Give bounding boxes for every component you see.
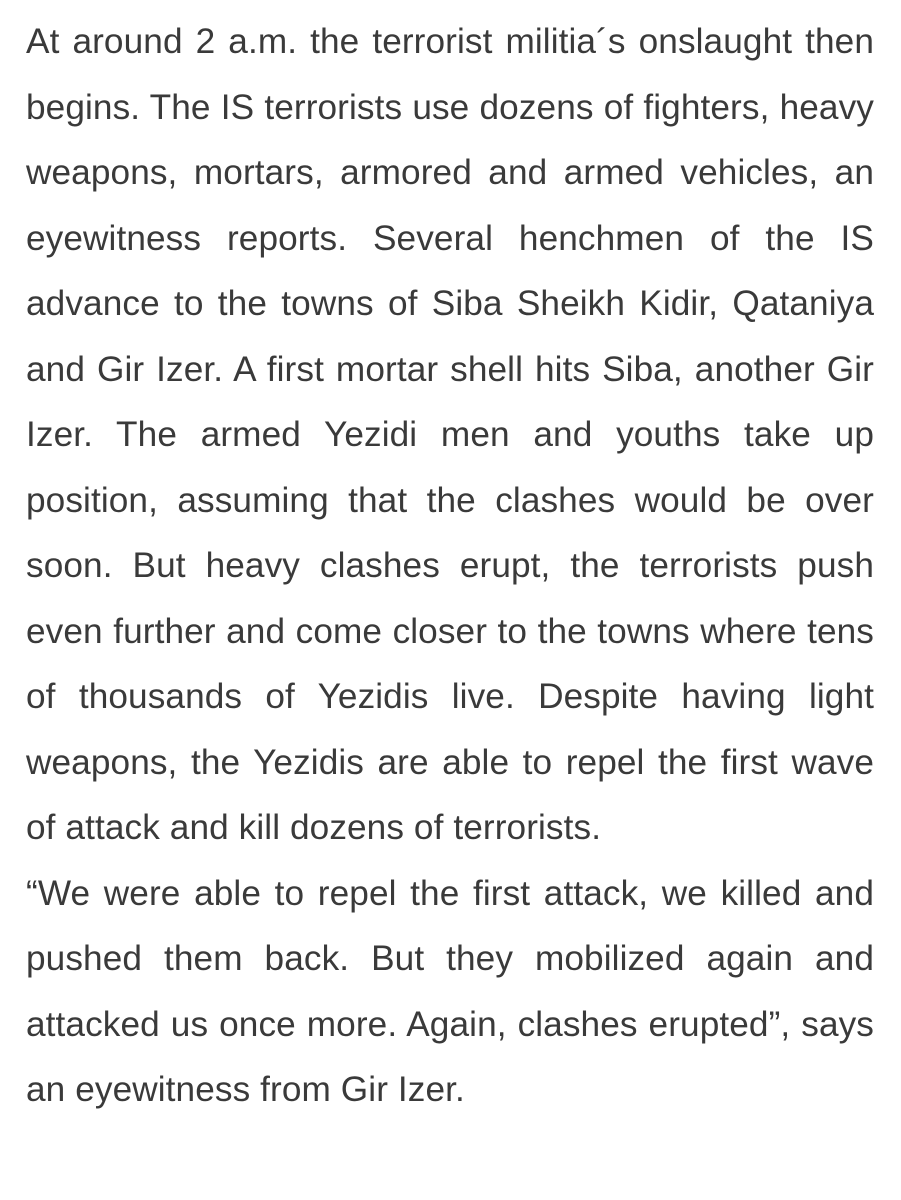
- article-body: [26, 9, 874, 1123]
- article-paragraph-2: “We were able to repel the first attack, we killed and pushed them back. But they mobilized again and attacked us once more. Again, clashes erupted”, says an eyewitness from Gir Izer.: [26, 873, 874, 1109]
- article-paragraph-1: At around 2 a.m. the terrorist militia´s onslaught then begins. The IS terrorists use dozens of fighters, heavy weapons, mortars, armored and armed vehicles, an eyewitness reports. Several henchmen of the IS advance to the towns of Siba Sheikh Kidir, Qataniya and Gir Izer. A first mortar shell hits Siba, another Gir Izer. The armed Yezidi men and youths take up position, assuming that the clashes would be over soon. But heavy clashes erupt, the terrorists push even further and come closer to the towns where tens of thousands of Yezidis live. Despite having light weapons, the Yezidis are able to repel the first wave of attack and kill dozens of terrorists.: [26, 22, 874, 847]
